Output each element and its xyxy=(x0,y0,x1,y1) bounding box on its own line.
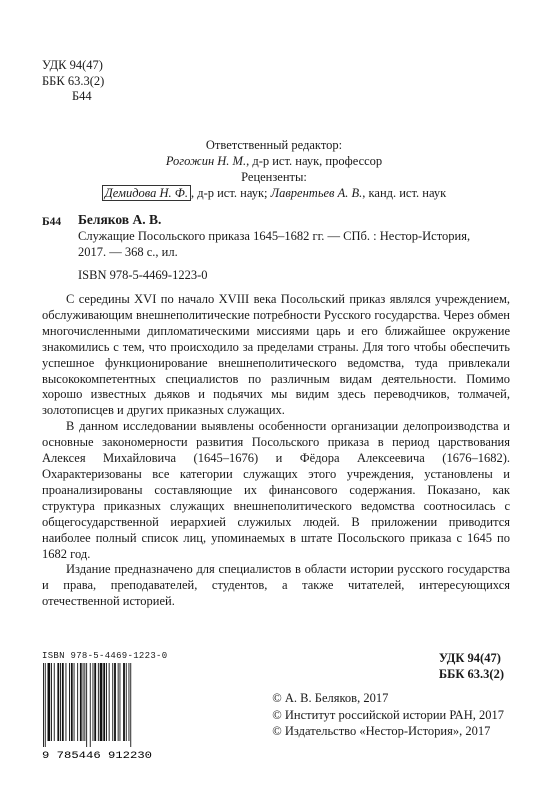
isbn-barcode xyxy=(42,651,167,766)
barcode-bar xyxy=(43,663,44,747)
reviewer-2-name: Лаврентьев А. В. xyxy=(270,186,363,200)
barcode-bar xyxy=(45,663,46,747)
barcode-bar xyxy=(60,663,61,741)
barcode-bar xyxy=(98,663,99,741)
barcode-digits: 9 785446 912230 xyxy=(42,751,152,761)
reviewers-line xyxy=(0,185,548,201)
barcode-bar xyxy=(83,663,84,741)
barcode-bar xyxy=(123,663,125,741)
barcode-bar xyxy=(74,663,75,741)
barcode-bar xyxy=(90,663,91,747)
responsible-editor-name: Рогожин Н. М. xyxy=(165,154,247,168)
barcode-bar xyxy=(100,663,103,741)
barcode-bar xyxy=(129,663,130,741)
barcode-bar xyxy=(66,663,67,741)
entry-title-line-2: 2017. — 368 с., ил. xyxy=(78,245,178,259)
author-sign-code: Б44 xyxy=(72,89,92,103)
bibliographic-entry xyxy=(78,212,508,283)
barcode-bar xyxy=(106,663,107,741)
responsible-editor-credentials: , д-р ист. наук, профессор xyxy=(246,154,383,168)
reviewer-2-credentials: , канд. ист. наук xyxy=(362,186,447,200)
bottom-classification-codes xyxy=(439,650,504,682)
barcode-bar xyxy=(84,663,85,741)
responsible-editor-label: Ответственный редактор: xyxy=(205,138,343,152)
barcode-bar xyxy=(69,663,70,741)
barcode-bar xyxy=(48,663,51,741)
barcode-bar xyxy=(109,663,110,741)
barcode-bar xyxy=(112,663,113,741)
editors-block xyxy=(0,137,548,201)
abstract-paragraph: В данном исследовании выявлены особенности организации делопроизводства и основные закономерности развития Посольского приказа в период царствования Алексея Михайловича (1645–1676) и Фёдора Алексеевича (1676–1682). Охарактеризованы все категории служащих этого учреждения, установлены и проанализированы составляющие их финансового содержания. Показано, как структура приказных служащих внешнеполитического ведомства соотносилась с общегосударственной иерархией служилых людей. В приложении приводится наиболее полный список лиц, упоминаемых в штате Посольского приказа с 1645 по 1682 год. xyxy=(42,419,510,561)
barcode-bar xyxy=(120,663,121,741)
entry-author: Беляков А. В. xyxy=(78,212,162,227)
udk-code-bottom: УДК 94(47) xyxy=(438,651,501,665)
udk-code: УДК 94(47) xyxy=(42,58,103,72)
copyright-line: © Издательство «Нестор-История», 2017 xyxy=(272,724,491,738)
barcode-bar xyxy=(130,663,131,747)
barcode-isbn-label: ISBN 978-5-4469-1223-0 xyxy=(42,651,168,661)
abstract-paragraph: С середины XVI по начало XVIII века Посольский приказ являлся учреждением, обслуживающим внешнеполитические потребности Русского государства. Через обмен многочисленными дипломатическими миссиями царь и его ближайшее окружение знакомились с тем, что происходило за пределами страны. Для того чтобы обеспечить успешное функционирование внешнеполитического ведомства, туда привлекали высококомпетентных специалистов по различным видам деятельности. Помимо хорошо известных дьяков и подьячих мы видим здесь переводчиков, толмачей, золотописцев и других приказных служащих. xyxy=(42,292,510,418)
barcode-bar xyxy=(62,663,64,741)
barcode-bar xyxy=(77,663,78,741)
barcode-bar xyxy=(118,663,119,741)
barcode-bar xyxy=(103,663,105,741)
copyright-block xyxy=(272,690,504,740)
barcode-bar xyxy=(94,663,96,741)
barcode-digits-row xyxy=(42,747,154,761)
bbk-code-bottom: ББК 63.3(2) xyxy=(438,667,504,681)
reviewers-label: Рецензенты: xyxy=(241,170,307,184)
bbk-code: ББК 63.3(2) xyxy=(42,73,105,88)
barcode-bar xyxy=(54,663,55,741)
responsible-editor-line xyxy=(0,153,548,169)
barcode-bar xyxy=(126,663,127,741)
reviewer-1-name[interactable]: Демидова Н. Ф. xyxy=(102,185,191,201)
top-classification-codes xyxy=(42,58,104,105)
barcode-bar xyxy=(86,663,87,747)
barcode-bar xyxy=(51,663,52,741)
barcode-bar xyxy=(93,663,94,741)
abstract xyxy=(42,292,510,610)
barcode-bar xyxy=(114,663,116,741)
entry-isbn: ISBN 978-5-4469-1223-0 xyxy=(78,268,208,282)
copyright-line: © А. В. Беляков, 2017 xyxy=(272,691,389,705)
barcode-bar xyxy=(80,663,82,741)
barcode-bar xyxy=(57,663,59,741)
entry-code: Б44 xyxy=(42,216,62,228)
barcode-bar xyxy=(71,663,73,741)
reviewer-1-credentials: , д-р ист. наук; xyxy=(190,186,271,200)
copyright-line: © Институт российской истории РАН, 2017 xyxy=(272,707,504,722)
entry-title-line-1: Служащие Посольского приказа 1645–1682 гг. — СПб. : Нестор-История, xyxy=(78,229,471,243)
abstract-paragraph: Издание предназначено для специалистов в области истории русского государства и права, преподавателей, студентов, а также читателей, интересующихся отечественной историей. xyxy=(42,562,510,609)
barcode-icon xyxy=(42,663,154,747)
